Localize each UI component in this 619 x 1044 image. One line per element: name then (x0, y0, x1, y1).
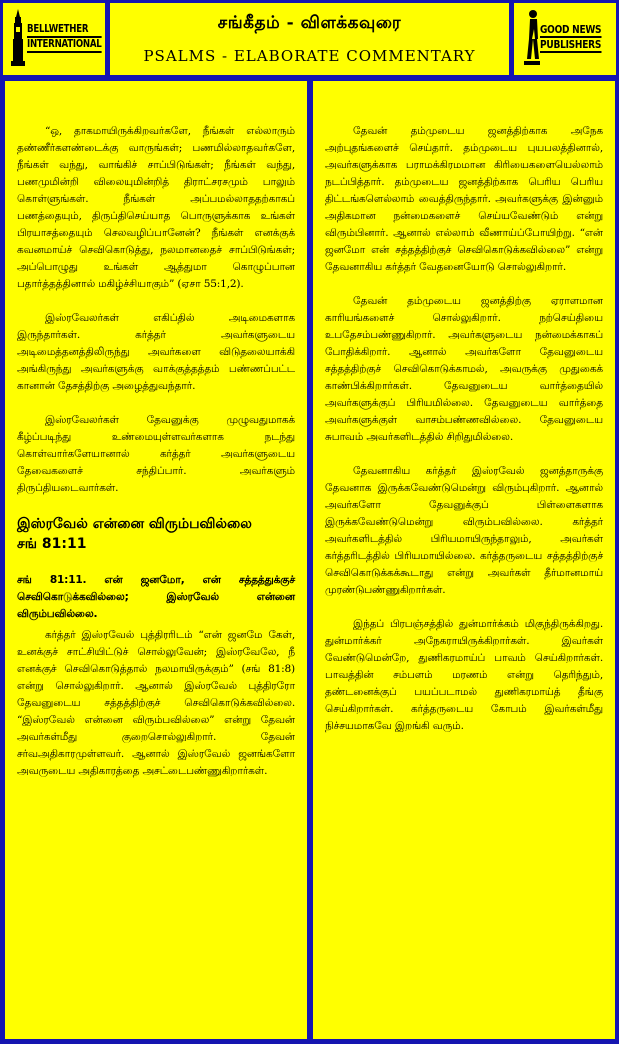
bell-tower-icon (11, 9, 25, 69)
paragraph: தேவனாகிய கர்த்தர் இஸ்ரவேல் ஜனத்தாருக்கு தேவனாக இருக்கவேண்டுமென்று விரும்புகிறார். ஆனால் அவர்களோ தேவனுக்குப் பிள்ளைகளாக இருக்கவேண்டுமென்று விரும்பவில்லை. கர்த்தர் அவர்களிடத்தில் பிரியமாயிருந்தாலும், அவர்கள் கர்த்தரிடத்தில் பிரியமாயில்லை. கர்த்தருடைய சத்தத்திற்குச் செவிகொடுக்கக்கூடாது என்று அவர்கள் தீர்மானமாய் முரண்டுபண்ணுகிறார்கள். (325, 465, 603, 596)
page-title-english: PSALMS - ELABORATE COMMENTARY (143, 47, 476, 65)
paragraph: இஸ்ரவேலர்கள் எகிப்தில் அடிமைகளாக இருந்தார்கள். கர்த்தர் அவர்களுடைய அடிமைத்தனத்திலிருந்து அவர்களை விடுதலையாக்கி அங்கிருந்து அவர்களுக்கு வாக்குத்தத்தம் பண்ணப்பட்ட கானான் தேசத்திற்கு அழைத்துவந்தார். (17, 312, 295, 392)
page-header (110, 3, 509, 75)
page-title-tamil: சங்கீதம் - விளக்கவுரை (217, 13, 402, 33)
section-heading-reference: சங் 81:11 (17, 536, 87, 552)
paragraph: இந்தப் பிரபஞ்சத்தில் துன்மார்க்கம் மிகுந்திருக்கிறது. துன்மார்க்கர் அநேகராயிருக்கிறார்கள். இவர்கள் வேண்டுமென்றே, துணிகரமாய்ப் பாவம் செய்கிறார்கள். பாவத்தின் சம்பளம் மரணம் என்று தெரிந்தும், தண்டனைக்குப் பயப்படாமல் துணிகரமாய்த் தீங்கு செய்கிறார்கள். கர்த்தருடைய கோபம் இவர்கள்மீது நிச்சயமாகவே இறங்கி வரும். (325, 618, 603, 732)
verse-text: சங் 81:11. என் ஜனமோ, என் சத்தத்துக்குச் செவிகொடுக்கவில்லை; இஸ்ரவேல் என்னை விரும்பவில்லை. (17, 574, 295, 620)
section-heading (17, 514, 295, 554)
running-figure-icon (524, 9, 540, 67)
paragraph: கர்த்தர் இஸ்ரவேல் புத்திரரிடம் “என் ஜனமே கேள், உனக்குச் சாட்சியிட்டுச் சொல்லுவேன்; இஸ்ரவேலே, நீ எனக்குச் செவிகொடுத்தால் நலமாயிருக்கும்” (சங் 81:8) என்று சொல்லுகிறார். ஆனால் இஸ்ரவேல் புத்திரரோ தேவனுடைய சத்தத்திற்குச் செவிகொடுக்கவில்லை. “இஸ்ரவேல் என்னை விரும்பவில்லை” என்று தேவன் அவர்கள்மீது குறைசொல்லுகிறார். தேவன் சர்வஅதிகாரமுள்ளவர். ஆனால் இஸ்ரவேல் ஜனங்களோ அவருடைய அதிகாரத்தை அசட்டைபண்ணுகிறார்கள். (17, 629, 295, 777)
good-news-logo-text: GOOD NEWS PUBLISHERS (540, 23, 602, 51)
left-column (5, 81, 307, 1039)
paragraph: “ஒ, தாகமாயிருக்கிறவர்களே, நீங்கள் எல்லாரும் தண்ணீர்களண்டைக்கு வாருங்கள்; பணமில்லாதவர்களே, நீங்கள் வந்து, வாங்கிச் சாப்பிடுங்கள்; நீங்கள் வந்து, பணமுமின்றி விலையுமின்றித் திராட்சரசமும் பாலும் கொள்ளுங்கள். நீங்கள் அப்பமல்லாததற்காகப் பணத்தையும், திருப்திசெய்யாத பொருளுக்காக உங்கள் பிரயாசத்தையும் செலவழிப்பானேன்? நீங்கள் எனக்குக் கவனமாய்ச் செவிகொடுத்து, நலமானதைச் சாப்பிடுங்கள்; அப்பொழுது உங்கள் ஆத்துமா கொழுப்பான பதார்த்தத்தினால் மகிழ்ச்சியாகும்” (ஏசா 55:1,2). (17, 125, 295, 290)
right-column (313, 81, 615, 1039)
paragraph: இஸ்ரவேலர்கள் தேவனுக்கு முழுவதுமாகக் கீழ்ப்படிந்து உண்மையுள்ளவர்களாக நடந்து கொள்வார்களேயானால் கர்த்தர் அவர்களுடைய தேவைகளைச் சந்திப்பார். அவர்களும் திருப்தியடைவார்கள். (17, 414, 295, 494)
bellwether-logo-text: BELLWETHER INTERNATIONAL (27, 23, 102, 53)
section-heading-text: இஸ்ரவேல் என்னை விரும்பவில்லை (17, 516, 252, 532)
bellwether-logo (3, 3, 105, 75)
good-news-logo (514, 3, 616, 75)
paragraph: தேவன் தம்முடைய ஜனத்திற்கு ஏராளமான காரியங்களைச் சொல்லுகிறார். நற்செய்தியை உபதேசம்பண்ணுகிறார். அவர்களுடைய நன்மைக்காகப் போதிக்கிறார். ஆனால் அவர்களோ தேவனுடைய சத்தத்திற்குச் செவிகொடுக்காமல், அவருக்கு முதுகைக் காண்பிக்கிறார்கள். தேவனுடைய வார்த்தையில் அவர்களுக்குப் பிரியமில்லை. தேவனுடைய வார்த்தை அவர்களுக்குள் வாசம்பண்ணவில்லை. தேவனுடைய சுபாவம் அவர்களிடத்தில் சிறிதுமில்லை. (325, 295, 603, 443)
paragraph: தேவன் தம்முடைய ஜனத்திற்காக அநேக அற்புதங்களைச் செய்தார். தம்முடைய புயபலத்தினால், அவர்களுக்காக பராமக்கிரமமான கிரியைகளையெல்லாம் நடப்பித்தார். தம்முடைய ஜனத்திற்காக பெரிய பெரிய திட்டங்களெல்லாம் வைத்திருந்தார். அவர்களுக்கு இன்னும் அதிகமான நன்மைகளைச் செய்யவேண்டும் என்று விரும்பினார். ஆனால் எல்லாம் வீணாய்ப்போயிற்று. “என் ஜனமோ என் சத்தத்திற்குச் செவிகொடுக்கவில்லை” என்று தேவனாகிய கர்த்தர் வேதனையோடு சொல்லுகிறார். (325, 125, 603, 273)
